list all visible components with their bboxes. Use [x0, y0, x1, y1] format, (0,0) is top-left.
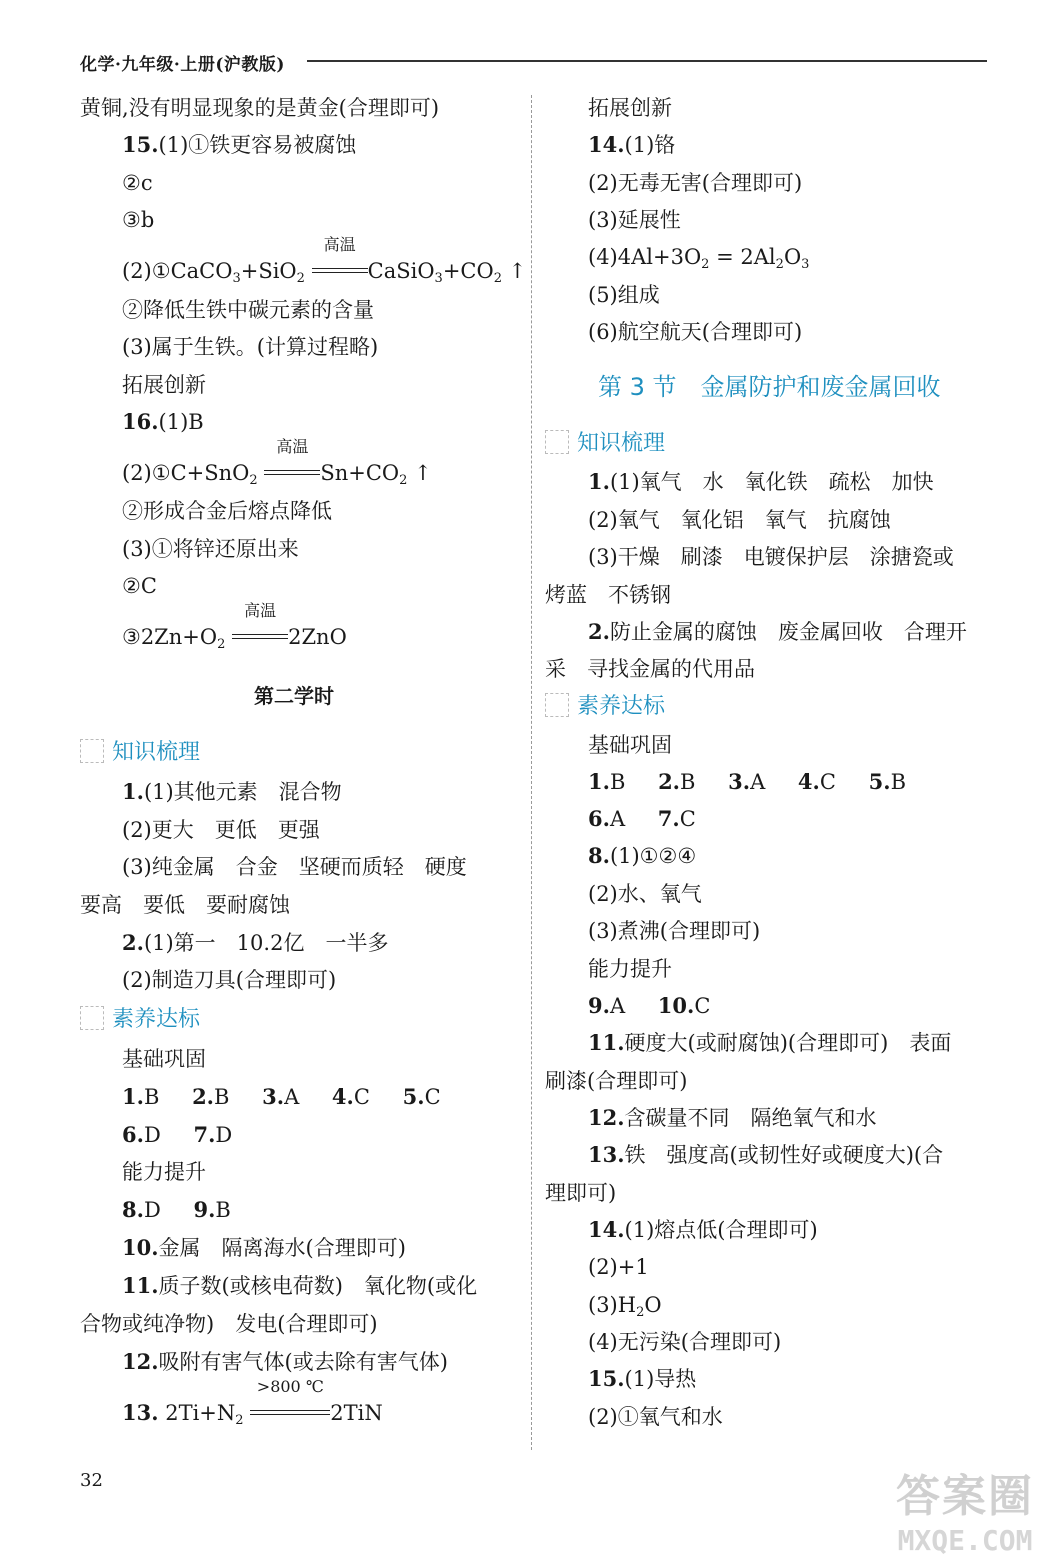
equation-text: (2)①CaCO — [122, 259, 233, 283]
answer-line: 11.硬度大(或耐腐蚀)(合理即可) 表面 — [588, 1030, 952, 1055]
answer-line: 12.含碳量不同 隔绝氧气和水 — [588, 1105, 877, 1130]
answer-line: ②c — [122, 171, 153, 195]
question-number: 15. — [122, 132, 159, 157]
condition-label: 高温 — [276, 437, 309, 456]
answer-line: 1.(1)其他元素 混合物 — [122, 779, 342, 804]
equation-line: $③2Zn+O_2$ 高温 2ZnO — [122, 601, 347, 652]
reaction-condition — [250, 1377, 330, 1427]
page-header: 化学·九年级·上册(沪教版) — [80, 55, 285, 75]
answer-row: 6.A 7.C — [588, 806, 696, 831]
equation-line: $(4)4Al+3O_2 = 2Al_2O_3$ — [588, 245, 810, 272]
answer-line: 刷漆(合理即可) — [545, 1069, 688, 1093]
answer-line: ③b — [122, 208, 155, 232]
answer-line: (2)①氧气和水 — [588, 1405, 723, 1429]
answer-line: 合物或纯净物) 发电(合理即可) — [80, 1312, 378, 1336]
answer-text: (1)①铁更容易被腐蚀 — [158, 133, 357, 157]
answer-line: 14.(1)铬 — [588, 132, 676, 157]
lesson-title: 第二学时 — [254, 684, 334, 708]
answer-line: 10.金属 隔离海水(合理即可) — [122, 1235, 406, 1260]
answer-line: (2)无毒无害(合理即可) — [588, 171, 803, 195]
answer-line: 2.防止金属的腐蚀 废金属回收 合理开 — [588, 619, 967, 644]
answer-line: (2)更大 更低 更强 — [122, 818, 320, 842]
equation-line: (2)①CaCO$_3$+SiO$_2$ 高温 $CaSiO_3+CO_2$ ↑ — [122, 235, 527, 286]
column-divider — [531, 95, 532, 1450]
subsection-label: 基础巩固 — [588, 733, 672, 757]
answer-line — [122, 131, 356, 159]
watermark-url: MXQE.COM — [897, 1524, 1033, 1557]
answer-line: ②形成合金后熔点降低 — [122, 499, 332, 523]
condition-label: >800 ℃ — [256, 1377, 324, 1396]
equation-line: $(3)H_2O$ — [588, 1293, 662, 1320]
subsection-label: 拓展创新 — [122, 373, 206, 397]
condition-label: 高温 — [244, 601, 277, 620]
answer-line: (5)组成 — [588, 283, 660, 307]
equation-line: (2)①C+SnO$_2$ 高温 $Sn+CO_2$ ↑ — [122, 437, 432, 488]
answer-line: 烤蓝 不锈钢 — [545, 583, 671, 607]
answer-line: (2)制造刀具(合理即可) — [122, 968, 337, 992]
answer-line: (3)属于生铁。(计算过程略) — [122, 335, 379, 359]
section-heading: 素养达标 — [545, 693, 665, 721]
answer-line: 2.(1)第一 10.2亿 一半多 — [122, 930, 389, 955]
subsection-label: 基础巩固 — [122, 1047, 206, 1071]
answer-line: 理即可) — [545, 1181, 617, 1205]
answer-line: 11.质子数(或核电荷数) 氧化物(或化 — [122, 1273, 478, 1298]
answer-line: (3)延展性 — [588, 208, 681, 232]
answer-line: (4)无污染(合理即可) — [588, 1330, 782, 1354]
reaction-condition — [312, 235, 368, 285]
condition-label: 高温 — [323, 235, 356, 254]
equation-line: 13. $2Ti+N_2$ >800 ℃ 2TiN — [122, 1377, 383, 1428]
answer-row: 6.D 7.D — [122, 1122, 233, 1147]
answer-line: (2)氧气 氧化铝 氧气 抗腐蚀 — [588, 508, 891, 532]
answer-line: 8.(1)①②④ — [588, 843, 697, 868]
watermark-logo — [896, 1460, 1034, 1557]
subsection-label: 能力提升 — [588, 957, 672, 981]
answer-line: 13.铁 强度高(或韧性好或硬度大)(合 — [588, 1142, 944, 1167]
answer-line: 黄铜,没有明显现象的是黄金(合理即可) — [80, 96, 440, 120]
answer-line: (3)纯金属 合金 坚硬而质轻 硬度 — [122, 855, 467, 879]
answer-line: (2)+1 — [588, 1255, 649, 1279]
answer-line: 12.吸附有害气体(或去除有害气体) — [122, 1349, 448, 1374]
answer-line: 采 寻找金属的代用品 — [545, 657, 755, 681]
question-number: 16. — [122, 409, 159, 434]
section-heading: 知识梳理 — [545, 430, 665, 458]
answer-text: (1)B — [158, 410, 204, 434]
page-number: 32 — [80, 1470, 103, 1491]
answer-row: 9.A 10.C — [588, 993, 711, 1018]
subsection-label: 能力提升 — [122, 1160, 206, 1184]
section-heading: 知识梳理 — [80, 739, 200, 767]
section-heading: 素养达标 — [80, 1006, 200, 1034]
answer-row: 8.D 9.B — [122, 1197, 231, 1222]
chapter-heading: 第 3 节 金属防护和废金属回收 — [598, 373, 941, 401]
answer-line: ②降低生铁中碳元素的含量 — [122, 298, 374, 322]
answer-line — [122, 408, 204, 436]
answer-row: 1.B 2.B 3.A 4.C 5.C — [122, 1084, 441, 1109]
answer-line: (3)干燥 刷漆 电镀保护层 涂搪瓷或 — [588, 545, 954, 569]
answer-line: (2)水、氧气 — [588, 882, 702, 906]
answer-line: 1.(1)氧气 水 氧化铁 疏松 加快 — [588, 469, 934, 494]
subsection-label: 拓展创新 — [588, 96, 672, 120]
answer-line: (6)航空航天(合理即可) — [588, 320, 803, 344]
reaction-condition — [264, 437, 320, 487]
watermark-text: 答案圈 — [896, 1471, 1034, 1522]
answer-line: 14.(1)熔点低(合理即可) — [588, 1217, 818, 1242]
answer-line: 要高 要低 要耐腐蚀 — [80, 893, 290, 917]
answer-line: 15.(1)导热 — [588, 1366, 697, 1391]
answer-line: (3)①将锌还原出来 — [122, 537, 299, 561]
header-rule — [307, 60, 987, 62]
reaction-condition — [232, 601, 288, 651]
answer-line: ②C — [122, 574, 157, 598]
answer-line: (3)煮沸(合理即可) — [588, 919, 761, 943]
answer-row: 1.B 2.B 3.A 4.C 5.B — [588, 769, 906, 794]
